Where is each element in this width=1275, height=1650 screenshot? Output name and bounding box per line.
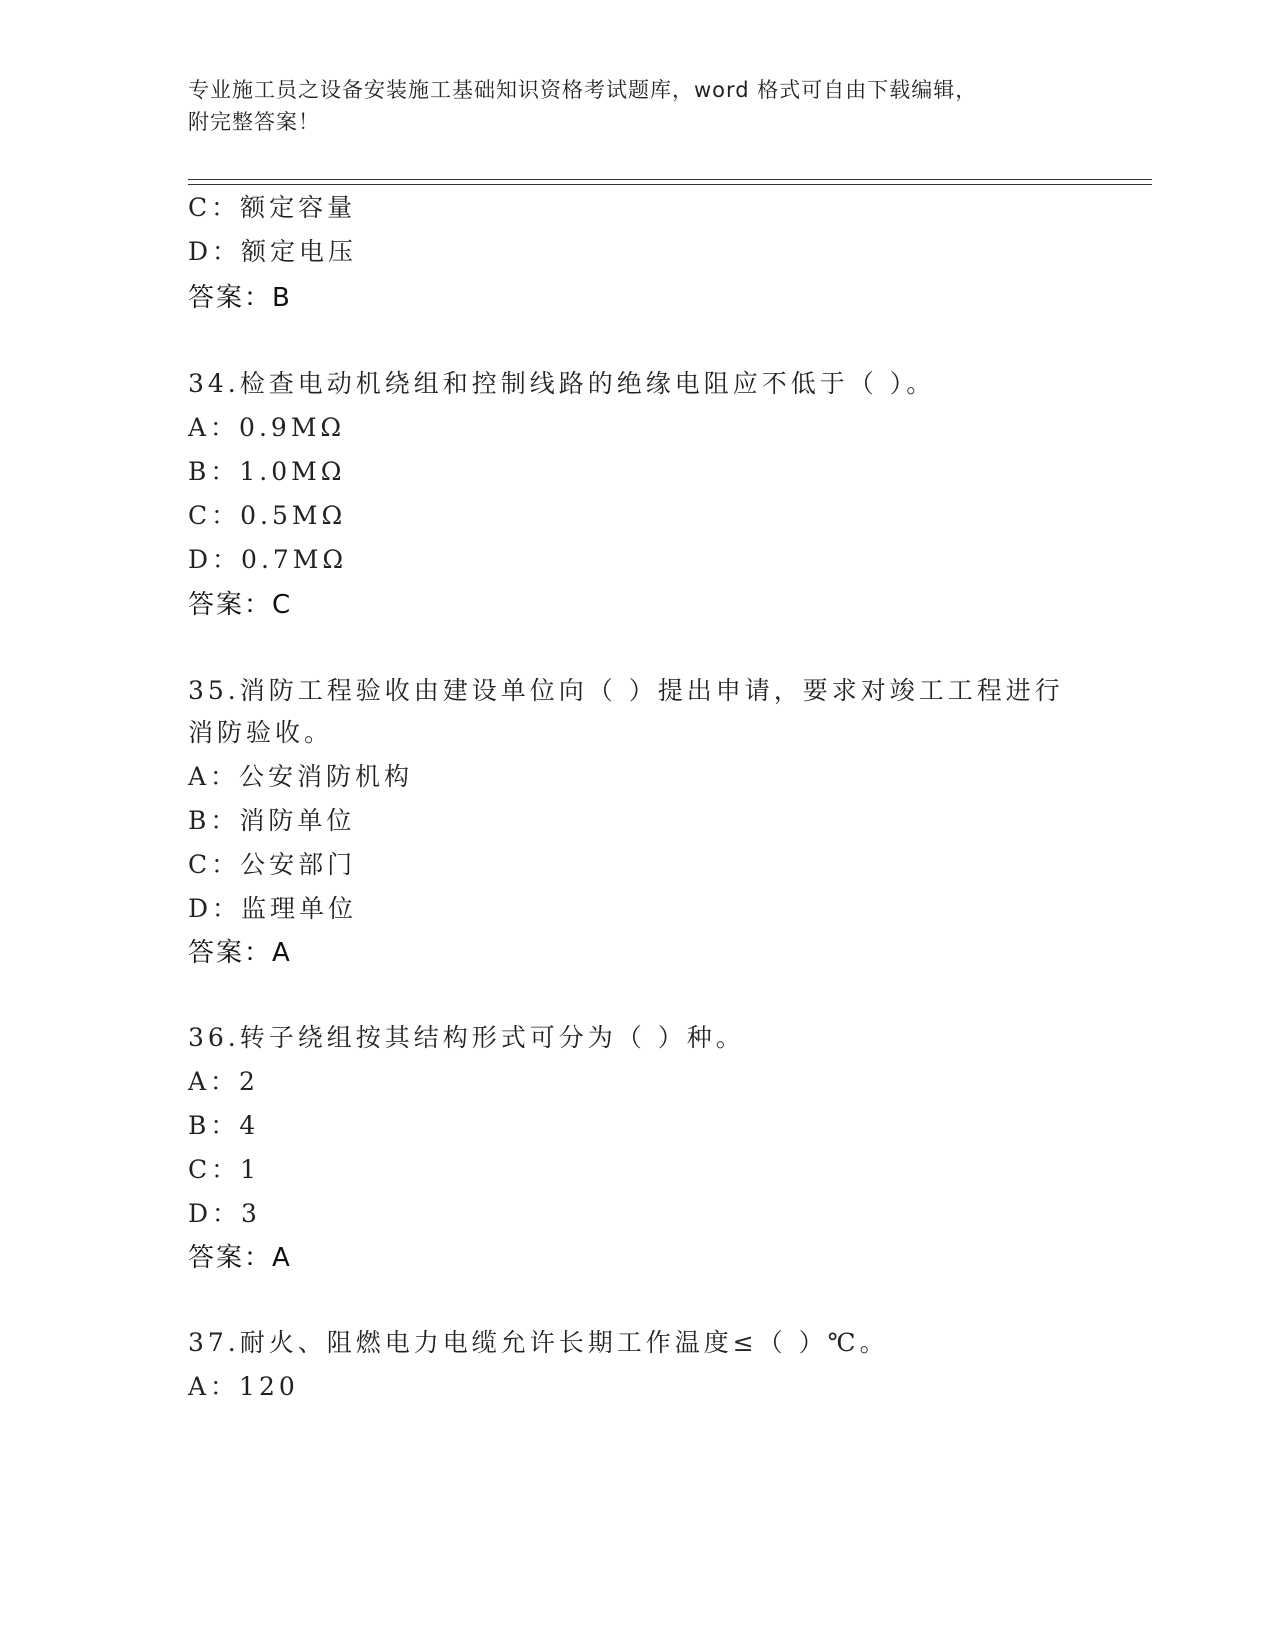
- q34-answer: 答案：C: [188, 590, 293, 620]
- header-line-1: 专业施工员之设备安装施工基础知识资格考试题库，word 格式可自由下载编辑，: [188, 78, 978, 102]
- q35-stem-line-1: 35.消防工程验收由建设单位向（ ）提出申请，要求对竣工工程进行: [188, 676, 1064, 705]
- q34-option-c: C：0.5MΩ: [188, 501, 347, 530]
- prev-answer: 答案：B: [188, 283, 292, 313]
- header-line-2: 附完整答案！: [188, 110, 320, 134]
- q35-option-c: C：公安部门: [188, 850, 357, 879]
- q35-answer: 答案：A: [188, 938, 292, 968]
- q34-option-a: A：0.9MΩ: [188, 413, 346, 442]
- q35-stem-line-2: 消防验收。: [188, 718, 334, 747]
- q35-option-d: D：监理单位: [188, 894, 358, 923]
- q36-option-d: D：3: [188, 1199, 261, 1228]
- q34-option-b: B：1.0MΩ: [188, 457, 346, 486]
- header-divider-top: [188, 179, 1152, 180]
- q35-option-b: B：消防单位: [188, 806, 356, 835]
- q37-option-a: A：120: [188, 1372, 299, 1401]
- document-header: [188, 74, 1088, 138]
- q34-option-d: D：0.7MΩ: [188, 545, 348, 574]
- q36-option-a: A：2: [188, 1067, 259, 1096]
- header-divider-bottom: [188, 184, 1152, 185]
- q34-stem: 34.检查电动机绕组和控制线路的绝缘电阻应不低于（ ）。: [188, 369, 936, 398]
- q36-option-b: B：4: [188, 1111, 260, 1140]
- q35-option-a: A：公安消防机构: [188, 762, 414, 791]
- prev-option-c: C：额定容量: [188, 193, 357, 222]
- prev-option-d: D：额定电压: [188, 237, 358, 266]
- q37-stem: 37.耐火、阻燃电力电缆允许长期工作温度≤（ ）℃。: [188, 1328, 889, 1357]
- q36-answer: 答案：A: [188, 1243, 292, 1273]
- q36-option-c: C：1: [188, 1155, 261, 1184]
- q36-stem: 36.转子绕组按其结构形式可分为（ ）种。: [188, 1023, 745, 1052]
